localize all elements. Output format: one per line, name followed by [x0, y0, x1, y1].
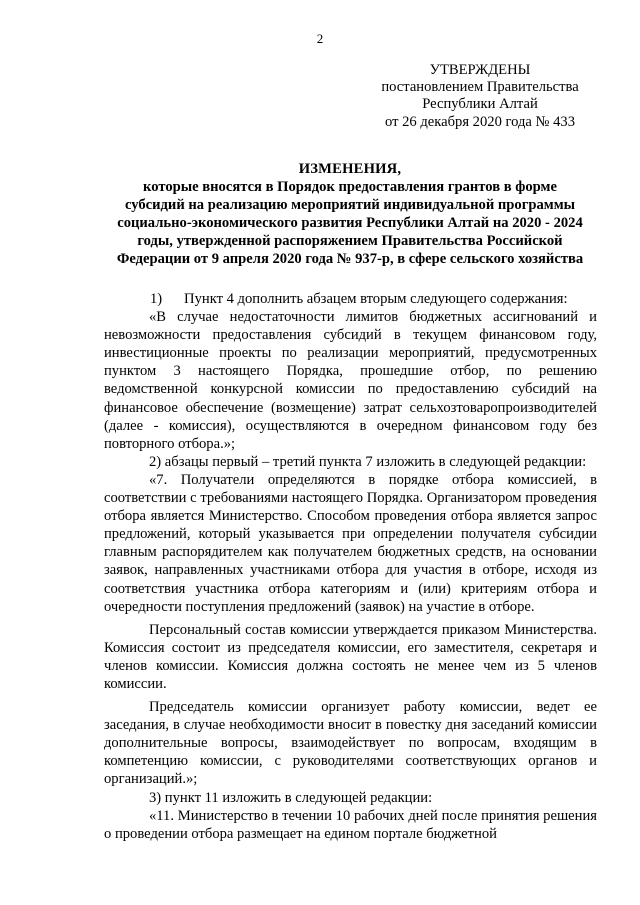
paragraph: 3) пункт 11 изложить в следующей редакции: [149, 789, 433, 806]
title-line: субсидий на реализацию мероприятий индивидуальной программы [124, 197, 576, 213]
paragraph: 1) Пункт 4 дополнить абзацем вторым следующего содержания: [150, 291, 568, 307]
title-line: Федерации от 9 апреля 2020 года № 937-р, в сфере сельского хозяйства [116, 251, 584, 267]
title-line: социально-экономического развития Республики Алтай на 2020 - 2024 [117, 215, 583, 231]
paragraph: 2) абзацы первый – третий пункта 7 изложить в следующей редакции: [149, 453, 587, 470]
page-number: 2 [316, 31, 324, 46]
paragraph: «В случае недостаточности лимитов бюджетных ассигнований и невозможности предоставления субсидий в текущем финансовом году, инвестиционные проекты по реализации мероприятий, предусмотренных пунктом 3 настоящего Порядка, прошедшие отбор, по решению ведомственной конкурсной комиссии по предоставлению субсидий на финансовое обеспечение (возмещение) затрат сельхозтоваропроизводителей (далее - комиссия), осуществляются в очередном финансовом году без повторного отбора.»; [104, 309, 597, 452]
approval-stamp [360, 62, 600, 131]
title-heading: ИЗМЕНЕНИЯ, [298, 161, 402, 177]
title-line: годы, утвержденной распоряжением Правительства Российской [137, 233, 563, 249]
approval-line: Республики Алтай [422, 96, 538, 113]
paragraph: Персональный состав комиссии утверждается приказом Министерства. Комиссия состоит из председателя комиссии, его заместителя, секретаря и членов комиссии. Комиссия должна состоять не менее чем из 5 членов комиссии. [104, 621, 597, 692]
approval-line: УТВЕРЖДЕНЫ [429, 62, 531, 78]
paragraph: «7. Получатели определяются в порядке отбора комиссией, в соответствии с требованиями настоящего Порядка. Организатором проведения отбора является Министерство. Способом проведения отбора является запрос предложений, который указывается при определении получателя субсидии главным распорядителем как получателем бюджетных средств, на основании заявок, направленных участниками отбора для участия в отборе, исходя из соответствия участника отбора категориям и (или) критериям отбора и очередности поступления предложений (заявок) на участие в отборе. [104, 471, 597, 615]
approval-line: постановлением Правительства [381, 79, 579, 96]
paragraph: «11. Министерство в течении 10 рабочих дней после принятия решения о проведении отбора размещает на едином портале бюджетной [104, 807, 597, 842]
approval-line: от 26 декабря 2020 года № 433 [384, 113, 576, 130]
document-title [100, 160, 600, 268]
paragraph: Председатель комиссии организует работу комиссии, ведет ее заседания, в случае необходимости вносит в повестку дня заседаний комиссии дополнительные вопросы, взаимодействует по вопросам, входящим в компетенцию комиссии, с руководителями соответствующих органов и организаций.»; [104, 699, 597, 788]
document-body [104, 290, 597, 843]
title-line: которые вносятся в Порядок предоставления грантов в форме [143, 179, 557, 195]
